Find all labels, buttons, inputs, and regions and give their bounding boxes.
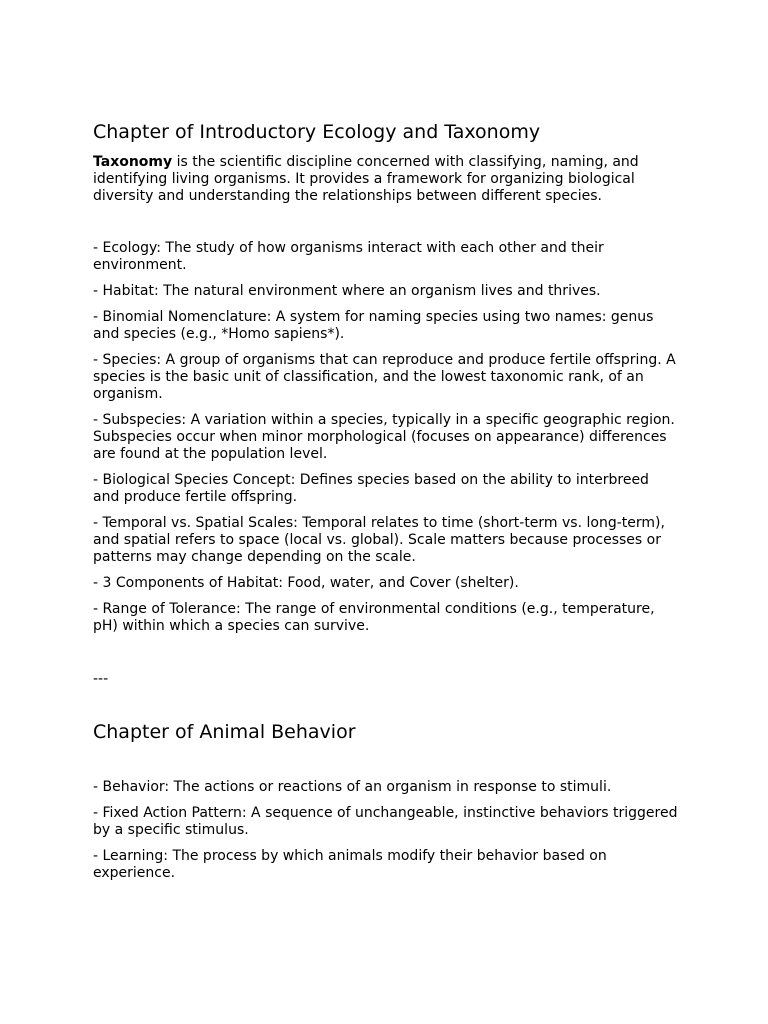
list-item: - Temporal vs. Spatial Scales: Temporal relates to time (short-term vs. long-term), and spatial refers to space (local vs. global). Scale matters because processes or patterns may change depending on the scale. <box>93 515 665 565</box>
list-item: - Behavior: The actions or reactions of an organism in response to stimuli. <box>93 779 612 795</box>
chapter-2-title: Chapter of Animal Behavior <box>93 721 356 743</box>
intro-text: is the scientific discipline concerned with classifying, naming, and identifying living organisms. It provides a framework for organizing biological diversity and understanding the relationships between different species. <box>93 154 639 204</box>
list-item: - Learning: The process by which animals modify their behavior based on experience. <box>93 848 607 881</box>
list-item: - Fixed Action Pattern: A sequence of unchangeable, instinctive behaviors triggered by a specific stimulus. <box>93 805 678 838</box>
list-item: - Subspecies: A variation within a species, typically in a specific geographic region. Subspecies occur when minor morphological (focuses on appearance) differences are found at the population level. <box>93 412 675 462</box>
list-item: - Biological Species Concept: Defines species based on the ability to interbreed and produce fertile offspring. <box>93 472 649 505</box>
chapter-1-title: Chapter of Introductory Ecology and Taxonomy <box>93 121 541 143</box>
list-item: - Binomial Nomenclature: A system for naming species using two names: genus and species (e.g., *Homo sapiens*). <box>93 309 654 342</box>
list-item: - Species: A group of organisms that can reproduce and produce fertile offspring. A species is the basic unit of classification, and the lowest taxonomic rank, of an organism. <box>93 352 676 402</box>
chapter-1-list <box>93 240 678 635</box>
intro-term: Taxonomy <box>93 154 173 170</box>
list-item: - Range of Tolerance: The range of environmental conditions (e.g., temperature, pH) within which a species can survive. <box>93 601 655 634</box>
document-page <box>93 120 678 882</box>
chapter-2-list <box>93 779 678 882</box>
intro-paragraph <box>93 154 678 205</box>
list-item: - 3 Components of Habitat: Food, water, and Cover (shelter). <box>93 575 519 591</box>
section-divider: --- <box>93 671 109 687</box>
list-item: - Habitat: The natural environment where an organism lives and thrives. <box>93 283 601 299</box>
list-item: - Ecology: The study of how organisms interact with each other and their environment. <box>93 240 604 273</box>
